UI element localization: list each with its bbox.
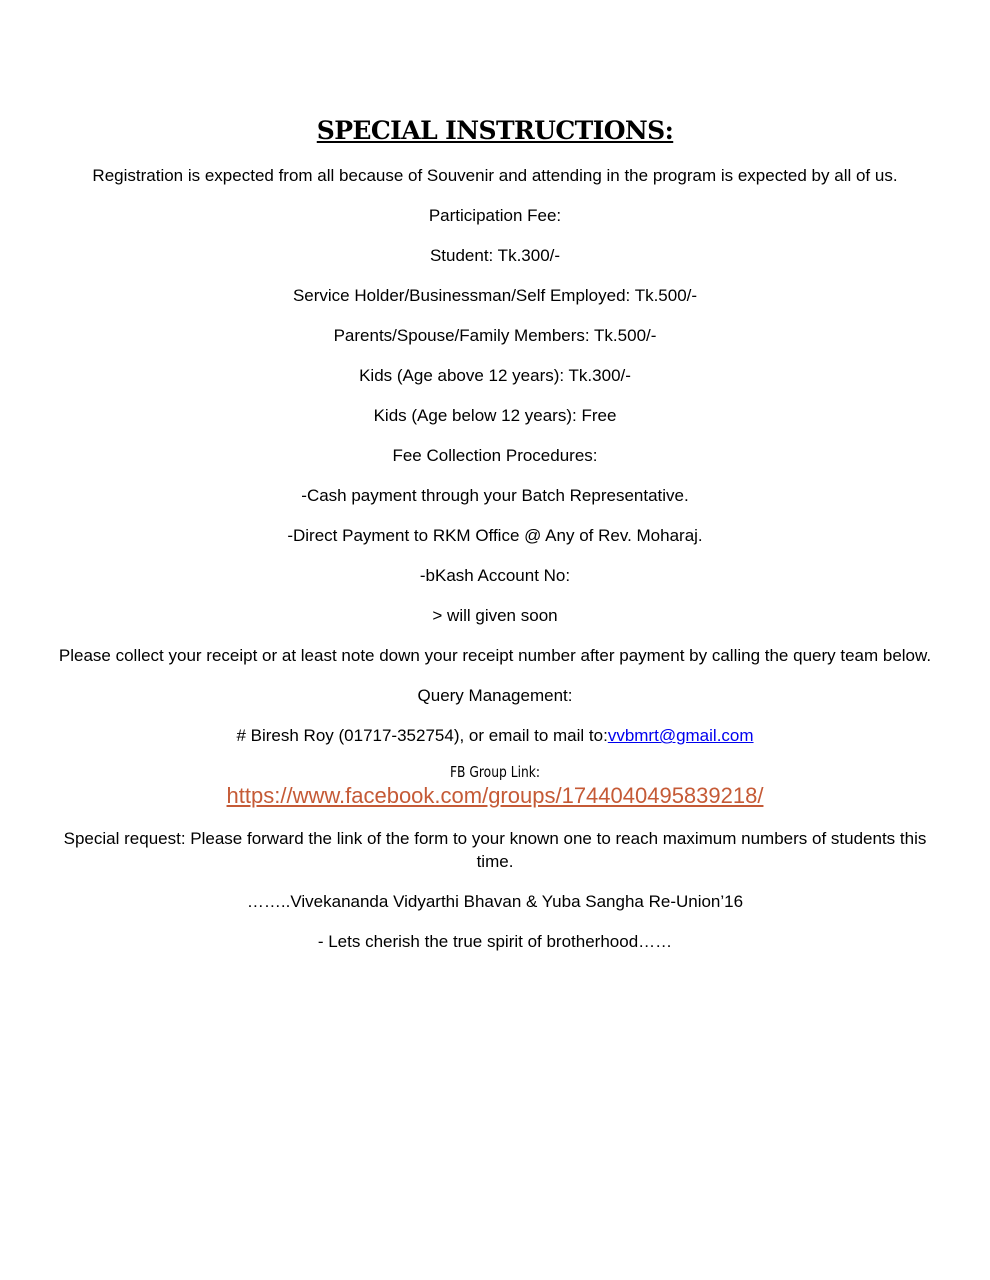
email-link[interactable]: vvbmrt@gmail.com bbox=[607, 726, 754, 745]
registration-note: Registration is expected from all because of Souvenir and attending in the program is expected by all of us. bbox=[92, 166, 898, 185]
query-contact bbox=[50, 724, 940, 747]
receipt-note: Please collect your receipt or at least note down your receipt number after payment by calling the query team below. bbox=[58, 646, 932, 665]
fb-group-label: FB Group Link: bbox=[449, 763, 541, 781]
instructions-body bbox=[50, 164, 940, 970]
signature: ……..Vivekananda Vidyarthi Bhavan & Yuba Sangha Re-Union’16 bbox=[246, 892, 744, 911]
fee-service-holder: Service Holder/Businessman/Self Employed: Tk.500/- bbox=[292, 286, 698, 305]
collection-cash: -Cash payment through your Batch Representative. bbox=[301, 486, 689, 505]
collection-heading: Fee Collection Procedures: bbox=[392, 446, 598, 465]
collection-bkash-value: > will given soon bbox=[432, 606, 558, 625]
fee-family: Parents/Spouse/Family Members: Tk.500/- bbox=[333, 326, 657, 345]
fee-kids-below: Kids (Age below 12 years): Free bbox=[373, 406, 617, 425]
closing-line: - Lets cherish the true spirit of brotherhood…… bbox=[317, 932, 673, 951]
query-contact-text: # Biresh Roy (01717-352754), or email to mail to: bbox=[236, 726, 608, 745]
fb-group-link[interactable]: https://www.facebook.com/groups/1744040495839218/ bbox=[226, 783, 764, 808]
page-title: SPECIAL INSTRUCTIONS: bbox=[316, 116, 674, 145]
fee-kids-above: Kids (Age above 12 years): Tk.300/- bbox=[359, 366, 631, 385]
collection-bkash: -bKash Account No: bbox=[419, 566, 571, 585]
query-heading: Query Management: bbox=[417, 686, 573, 705]
fee-heading: Participation Fee: bbox=[428, 206, 562, 225]
collection-direct: -Direct Payment to RKM Office @ Any of Rev. Moharaj. bbox=[287, 526, 703, 545]
fee-student: Student: Tk.300/- bbox=[429, 246, 561, 265]
special-request: Special request: Please forward the link of the form to your known one to reach maximum numbers of students this time. bbox=[63, 829, 927, 871]
